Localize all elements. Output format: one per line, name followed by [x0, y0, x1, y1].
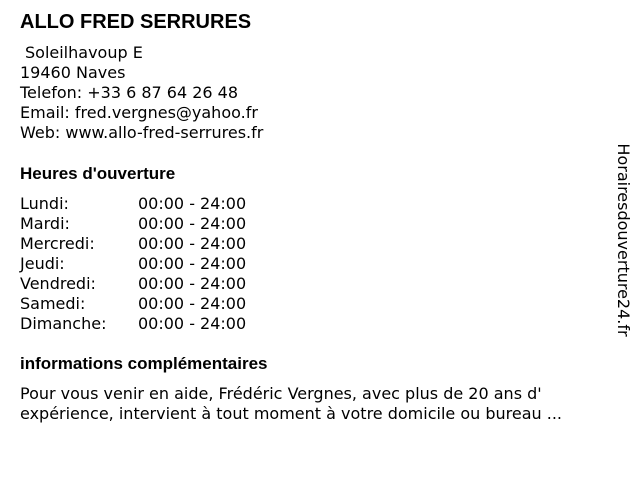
day-label: Vendredi:	[20, 274, 96, 293]
street-address: Soleilhavoup E	[25, 43, 143, 62]
additional-info-heading: informations complémentaires	[20, 354, 268, 373]
time-range: 00:00 - 24:00	[138, 214, 247, 233]
hours-row-sunday	[20, 314, 246, 334]
day-label: Lundi:	[20, 194, 69, 213]
time-range: 00:00 - 24:00	[138, 254, 247, 273]
time-range: 00:00 - 24:00	[138, 194, 247, 213]
email-address: Email: fred.vergnes@yahoo.fr	[20, 103, 258, 122]
hours-row-friday	[20, 274, 246, 294]
hours-row-thursday	[20, 254, 246, 274]
side-brand-watermark: Horairesdouverture24.fr	[614, 143, 633, 337]
time-range: 00:00 - 24:00	[138, 234, 247, 253]
city-address: 19460 Naves	[20, 63, 126, 82]
hours-row-tuesday	[20, 214, 246, 234]
website-url: Web: www.allo-fred-serrures.fr	[20, 123, 264, 142]
hours-row-wednesday	[20, 234, 246, 254]
business-name: ALLO FRED SERRURES	[20, 11, 252, 33]
opening-hours-heading: Heures d'ouverture	[20, 164, 176, 183]
hours-row-saturday	[20, 294, 246, 314]
phone-number: Telefon: +33 6 87 64 26 48	[20, 83, 239, 102]
time-range: 00:00 - 24:00	[138, 314, 247, 333]
day-label: Jeudi:	[20, 254, 65, 273]
additional-info-text: Pour vous venir en aide, Frédéric Vergnes, avec plus de 20 ans d' expérience, intervient à tout moment à votre domicile ou bureau ...	[20, 384, 562, 423]
address-block	[20, 43, 263, 143]
time-range: 00:00 - 24:00	[138, 294, 247, 313]
opening-hours-table	[20, 194, 246, 334]
day-label: Mercredi:	[20, 234, 95, 253]
day-label: Mardi:	[20, 214, 70, 233]
hours-row-monday	[20, 194, 246, 214]
day-label: Samedi:	[20, 294, 86, 313]
time-range: 00:00 - 24:00	[138, 274, 247, 293]
day-label: Dimanche:	[20, 314, 107, 333]
